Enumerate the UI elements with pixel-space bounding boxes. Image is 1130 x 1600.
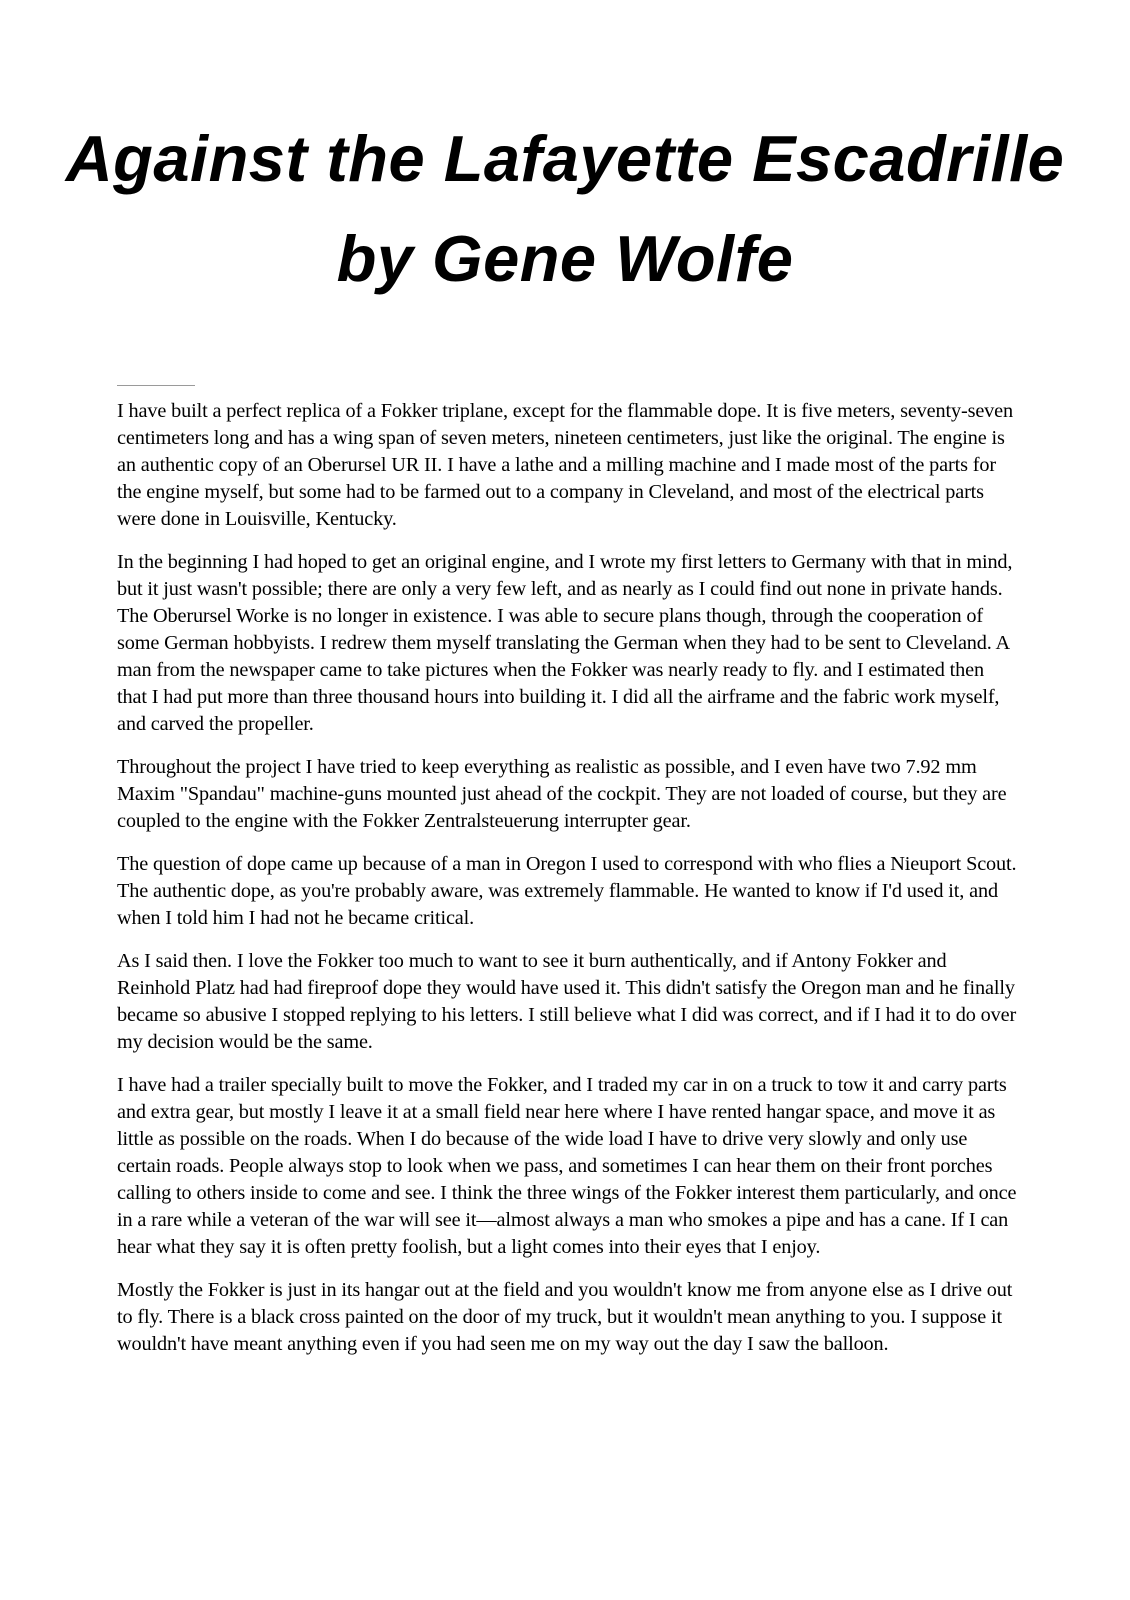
title-block <box>0 118 1130 300</box>
paragraph: The question of dope came up because of a man in Oregon I used to correspond with who flies a Nieuport Scout. The authentic dope, as you're probably aware, was extremely flammable. He wanted to know if I'd used it, and when I told him I had not he became critical. <box>117 853 1017 929</box>
paragraph: Throughout the project I have tried to keep everything as realistic as possible, and I even have two 7.92 mm Maxim "Spandau" machine-guns mounted just ahead of the cockpit. They are not loaded of course, but they are coupled to the engine with the Fokker Zentralsteuerung interrupter gear. <box>117 756 1007 832</box>
paragraph: As I said then. I love the Fokker too much to want to see it burn authentically, and if Antony Fokker and Reinhold Platz had had fireproof dope they would have used it. This didn't satisfy the Oregon man and he finally became so abusive I stopped replying to his letters. I still believe what I did was correct, and if I had it to do over my decision would be the same. <box>117 950 1017 1053</box>
separator-rule <box>117 385 195 386</box>
story-body <box>117 398 1017 1374</box>
paragraph: I have had a trailer specially built to move the Fokker, and I traded my car in on a truck to tow it and carry parts and extra gear, but mostly I leave it at a small field near here where I have rented hangar space, and move it as little as possible on the roads. When I do because of the wide load I have to drive very slowly and only use certain roads. People always stop to look when we pass, and sometimes I can hear them on their front porches calling to others inside to come and see. I think the three wings of the Fokker interest them particularly, and once in a rare while a veteran of the war will see it—almost always a man who smokes a pipe and has a cane. If I can hear what they say it is often pretty foolish, but a light comes into their eyes that I enjoy. <box>117 1074 1017 1258</box>
paragraph: Mostly the Fokker is just in its hangar out at the field and you wouldn't know me from anyone else as I drive out to fly. There is a black cross painted on the door of my truck, but it wouldn't mean anything to you. I suppose it wouldn't have meant anything even if you had seen me on my way out the day I saw the balloon. <box>117 1279 1013 1355</box>
paragraph: I have built a perfect replica of a Fokker triplane, except for the flammable dope. It is five meters, seventy-seven centimeters long and has a wing span of seven meters, nineteen centimeters, just like the original. The engine is an authentic copy of an Oberursel UR II. I have a lathe and a milling machine and I made most of the parts for the engine myself, but some had to be farmed out to a company in Cleveland, and most of the electrical parts were done in Louisville, Kentucky. <box>117 400 1014 530</box>
story-author: by Gene Wolfe <box>336 222 794 295</box>
story-title: Against the Lafayette Escadrille <box>65 122 1065 195</box>
paragraph: In the beginning I had hoped to get an original engine, and I wrote my first letters to Germany with that in mind, but it just wasn't possible; there are only a very few left, and as nearly as I could find out none in private hands. The Oberursel Worke is no longer in existence. I was able to secure plans though, through the cooperation of some German hobbyists. I redrew them myself translating the German when they had to be sent to Cleveland. A man from the newspaper came to take pictures when the Fokker was nearly ready to fly. and I estimated then that I had put more than three thousand hours into building it. I did all the airframe and the fabric work myself, and carved the propeller. <box>117 551 1013 735</box>
